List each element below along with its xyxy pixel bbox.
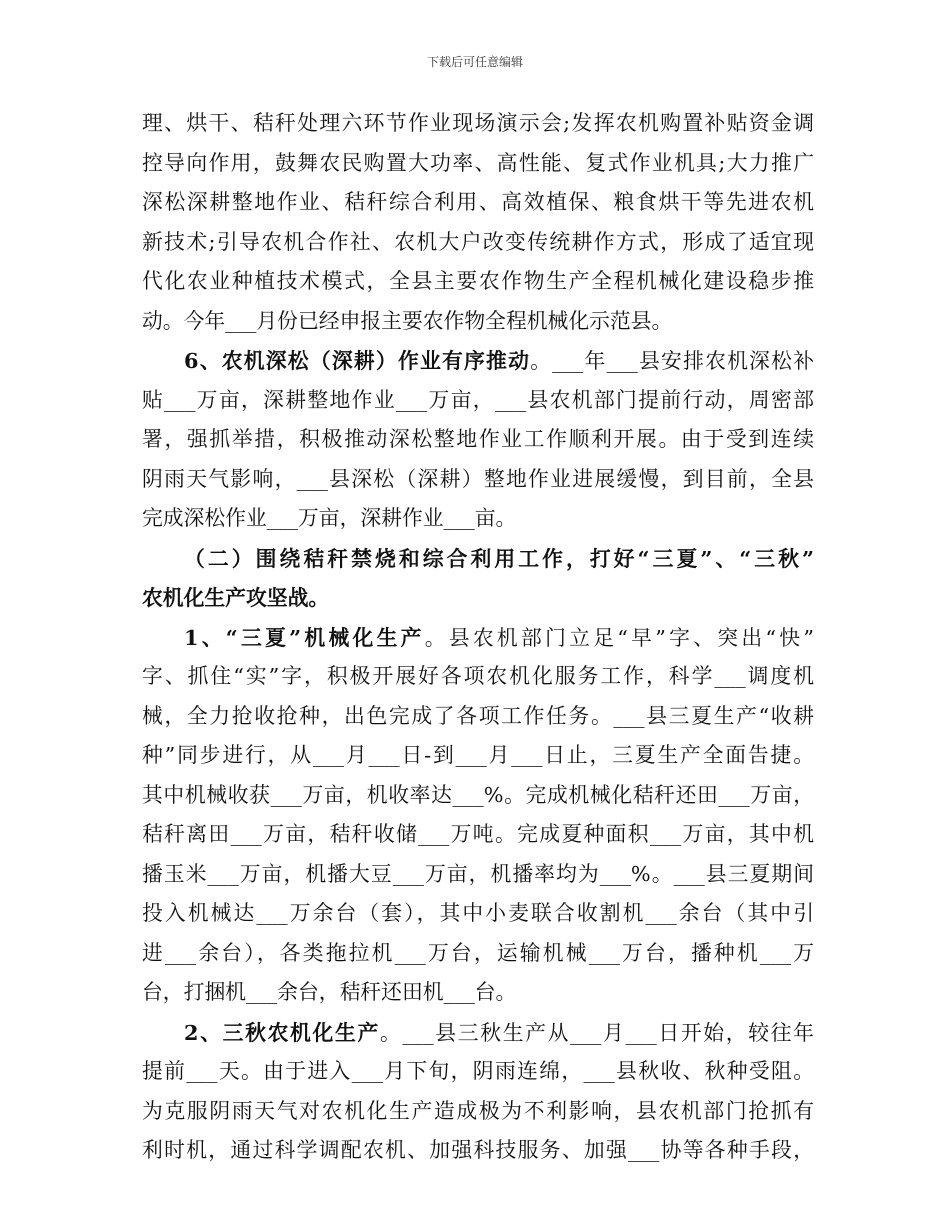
text-line <box>142 815 814 855</box>
text-line <box>142 934 814 974</box>
text-line <box>142 223 814 263</box>
body-text: 台，打捆机___余台，秸秆还田机___台。 <box>142 980 517 1004</box>
text-line <box>142 1013 814 1053</box>
text-line <box>142 341 814 381</box>
text-line <box>142 973 814 1013</box>
text-line <box>142 104 814 144</box>
body-text: 利时机，通过科学调配农机、加强科技服务、加强___协等各种手段， <box>142 1138 814 1162</box>
body-text: 贴___万亩，深耕整地作业___万亩，___县农机部门提前行动，周密部 <box>142 387 814 412</box>
text-line <box>142 460 814 500</box>
body-text: 械，全力抢收抢种，出色完成了各项工作任务。___县三夏生产“收耕 <box>142 703 814 728</box>
text-line <box>142 1052 814 1092</box>
body-text: 理、烘干、秸秆处理六环节作业现场演示会;发挥农机购置补贴资金调 <box>142 111 814 135</box>
text-line <box>142 736 814 776</box>
text-line <box>142 183 814 223</box>
text-line <box>142 894 814 934</box>
body-text: 动。今年___月份已经申报主要农作物全程机械化示范县。 <box>142 308 673 333</box>
body-text: 。___年___县安排农机深松补 <box>530 349 814 373</box>
body-text: 投入机械达___万余台（套），其中小麦联合收割机___余台（其中引 <box>142 901 814 925</box>
text-line <box>142 578 814 618</box>
text-line <box>142 1131 814 1171</box>
body-text: 代化农业种植技术模式，全县主要农作物生产全程机械化建设稳步推 <box>142 269 814 293</box>
bold-heading-text: 6、农机深松（深耕）作业有序推动 <box>184 348 531 373</box>
text-line <box>142 420 814 460</box>
body-text: 为克服阴雨天气对农机化生产造成极为不利影响，县农机部门抢抓有 <box>142 1098 814 1123</box>
bold-heading-text: 1、“三夏”机械化生产 <box>184 624 425 650</box>
body-text: 。县农机部门立足“早”字、突出“快” <box>424 625 814 650</box>
text-line <box>142 618 814 658</box>
body-text: 字、抓住“实”字，积极开展好各项农机化服务工作，科学___调度机 <box>142 664 814 688</box>
body-text: 进___余台），各类拖拉机___万台，运输机械___万台，播种机___万 <box>142 940 814 965</box>
page-header: 下载后可任意编辑 <box>426 55 523 69</box>
document-body <box>142 104 814 1171</box>
text-line <box>142 1092 814 1132</box>
bold-heading-text: 2、三秋农机化生产 <box>184 1019 380 1045</box>
bold-heading-text: 农机化生产攻坚战。 <box>142 585 330 610</box>
body-text: 深松深耕整地作业、秸秆综合利用、高效植保、粮食烘干等先进农机 <box>142 190 814 214</box>
text-line <box>142 697 814 737</box>
body-text: 新技术;引导农机合作社、农机大户改变传统耕作方式，形成了适宜现 <box>142 229 814 254</box>
body-text: 种”同步进行，从___月___日-到___月___日止，三夏生产全面告捷。 <box>142 743 814 767</box>
text-line <box>142 657 814 697</box>
text-line <box>142 499 814 539</box>
body-text: 阴雨天气影响，___县深松（深耕）整地作业进展缓慢，到目前，全县 <box>142 466 814 491</box>
text-line <box>142 381 814 421</box>
body-text: 。___县三秋生产从___月___日开始，较往年 <box>379 1020 814 1045</box>
text-line <box>142 262 814 302</box>
text-line <box>142 776 814 816</box>
body-text: 提前___天。由于进入___月下旬，阴雨连绵，___县秋收、秋种受阻。 <box>142 1059 814 1083</box>
body-text: 署，强抓举措，积极推动深松整地作业工作顺利开展。由于受到连续 <box>142 427 814 451</box>
body-text: 秸秆离田___万亩，秸秆收储___万吨。完成夏种面积___万亩，其中机 <box>142 822 814 846</box>
text-line <box>142 539 814 579</box>
body-text: 完成深松作业___万亩，深耕作业___亩。 <box>142 506 517 530</box>
body-text: 播玉米___万亩，机播大豆___万亩，机播率均为___%。___县三夏期间 <box>142 861 814 886</box>
text-line <box>142 302 814 342</box>
bold-heading-text: （二）围绕秸秆禁烧和综合利用工作，打好“三夏”、“三秋” <box>184 545 814 571</box>
body-text: 其中机械收获___万亩，机收率达___%。完成机械化秸秆还田___万亩， <box>142 782 814 807</box>
text-line <box>142 855 814 895</box>
body-text: 控导向作用，鼓舞农民购置大功率、高性能、复式作业机具;大力推广 <box>142 150 814 175</box>
text-line <box>142 144 814 184</box>
